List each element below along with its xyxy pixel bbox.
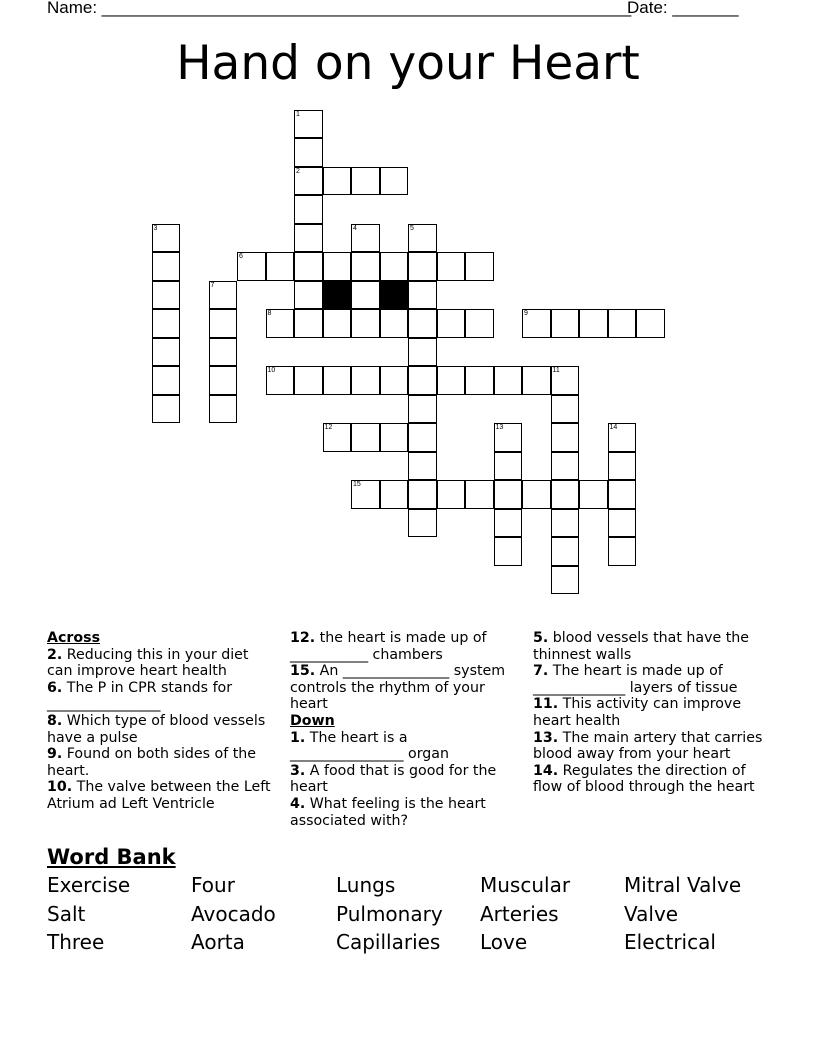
word-bank-item: Muscular [480, 873, 571, 897]
clue-down-11: 11. This activity can improve heart health [533, 696, 742, 729]
grid-cell[interactable] [237, 252, 266, 281]
grid-cell[interactable] [351, 309, 380, 338]
grid-cell[interactable] [551, 480, 580, 509]
word-bank-item: Exercise [47, 873, 131, 897]
clue-down-1: 1. The heart is a ________________ organ [290, 729, 449, 763]
grid-cell[interactable] [294, 167, 323, 196]
grid-cell[interactable] [323, 366, 352, 395]
grid-cell[interactable] [551, 395, 580, 424]
grid-cell[interactable] [351, 167, 380, 196]
grid-cell[interactable] [294, 195, 323, 224]
grid-cell[interactable] [294, 110, 323, 139]
grid-cell[interactable] [551, 566, 580, 595]
grid-cell[interactable] [266, 252, 295, 281]
grid-cell[interactable] [408, 338, 437, 367]
grid-cell[interactable] [351, 366, 380, 395]
word-bank-item: Arteries [480, 902, 559, 926]
clue-number: 12 [324, 424, 333, 431]
grid-cell[interactable] [152, 309, 181, 338]
clue-down-7: 7. The heart is made up of _____________ layers of tissue [533, 663, 738, 696]
grid-cell[interactable] [351, 224, 380, 253]
clue-number: 1 [296, 110, 300, 118]
black-cell [380, 281, 409, 310]
clue-down-14: 14. Regulates the direction of flow of blood through the heart [533, 762, 755, 796]
grid-cell[interactable] [380, 252, 409, 281]
grid-cell[interactable] [465, 366, 494, 395]
grid-cell[interactable] [323, 167, 352, 196]
grid-cell[interactable] [294, 252, 323, 281]
across-heading: Across [47, 630, 101, 646]
clues-column-2 [290, 630, 522, 829]
grid-cell[interactable] [551, 509, 580, 538]
grid-cell[interactable] [494, 509, 523, 538]
grid-cell[interactable] [494, 423, 523, 452]
clue-number: 2 [296, 167, 300, 175]
grid-cell[interactable] [408, 309, 437, 338]
grid-cell[interactable] [323, 309, 352, 338]
word-bank-item: Three [47, 930, 105, 954]
grid-cell[interactable] [551, 423, 580, 452]
clue-number: 13 [495, 424, 504, 431]
grid-cell[interactable] [608, 452, 637, 481]
word-bank-item: Avocado [191, 902, 276, 926]
grid-cell[interactable] [636, 309, 665, 338]
grid-cell[interactable] [408, 423, 437, 452]
grid-cell[interactable] [494, 480, 523, 509]
grid-cell[interactable] [209, 395, 238, 424]
word-bank-item: Pulmonary [336, 902, 443, 926]
grid-cell[interactable] [437, 366, 466, 395]
grid-cell[interactable] [266, 366, 295, 395]
clue-across-8: 8. Which type of blood vessels have a pulse [47, 712, 266, 746]
grid-cell[interactable] [351, 281, 380, 310]
grid-cell[interactable] [294, 138, 323, 167]
name-field[interactable]: Name: ________________________________________________________ [47, 0, 632, 17]
page-title: Hand on your Heart [176, 36, 640, 91]
clues-column-1 [47, 630, 275, 813]
grid-cell[interactable] [551, 452, 580, 481]
grid-cell[interactable] [152, 224, 181, 253]
grid-cell[interactable] [380, 167, 409, 196]
clue-across-6: 6. The P in CPR stands for ________________ [47, 679, 233, 713]
grid-cell[interactable] [380, 309, 409, 338]
grid-cell[interactable] [380, 423, 409, 452]
grid-cell[interactable] [551, 366, 580, 395]
grid-cell[interactable] [437, 480, 466, 509]
grid-cell[interactable] [266, 309, 295, 338]
grid-cell[interactable] [351, 480, 380, 509]
grid-cell[interactable] [408, 480, 437, 509]
date-field[interactable]: Date: _______ [627, 0, 739, 17]
word-bank-item: Valve [624, 902, 679, 926]
clue-down-13: 13. The main artery that carries blood away from your heart [533, 729, 763, 763]
grid-cell[interactable] [152, 281, 181, 310]
grid-cell[interactable] [408, 281, 437, 310]
clue-number: 7 [210, 281, 215, 289]
clue-number: 11 [552, 367, 560, 374]
clue-number: 6 [239, 253, 243, 260]
grid-cell[interactable] [608, 509, 637, 538]
grid-cell[interactable] [209, 309, 238, 338]
grid-cell[interactable] [494, 537, 523, 566]
grid-cell[interactable] [608, 537, 637, 566]
word-bank-item: Salt [47, 902, 86, 926]
grid-cell[interactable] [551, 309, 580, 338]
grid-cell[interactable] [608, 309, 637, 338]
clue-down-5: 5. blood vessels that have the thinnest walls [533, 630, 750, 663]
grid-cell[interactable] [608, 423, 637, 452]
black-cell [323, 281, 352, 310]
grid-cell[interactable] [351, 252, 380, 281]
clue-number: 3 [153, 224, 158, 232]
grid-cell[interactable] [522, 480, 551, 509]
clue-across-15: 15. An _______________ system controls the rhythm of your heart [290, 663, 506, 713]
grid-cell[interactable] [209, 366, 238, 395]
grid-cell[interactable] [522, 366, 551, 395]
grid-cell[interactable] [494, 366, 523, 395]
word-bank-item: Aorta [191, 930, 245, 954]
clue-number: 8 [267, 310, 272, 317]
word-bank-item: Lungs [336, 873, 396, 897]
clue-number: 10 [267, 367, 276, 374]
grid-cell[interactable] [551, 537, 580, 566]
grid-cell[interactable] [323, 423, 352, 452]
grid-cell[interactable] [408, 366, 437, 395]
grid-cell[interactable] [437, 252, 466, 281]
grid-cell[interactable] [294, 224, 323, 253]
grid-cell[interactable] [323, 252, 352, 281]
clue-across-2: 2. Reducing this in your diet can improve heart health [47, 646, 249, 680]
grid-cell[interactable] [522, 309, 551, 338]
grid-cell[interactable] [465, 252, 494, 281]
down-heading: Down [290, 712, 335, 729]
grid-cell[interactable] [465, 480, 494, 509]
grid-cell[interactable] [209, 281, 238, 310]
word-bank-item: Electrical [624, 930, 716, 954]
clues-column-3 [533, 630, 773, 796]
grid-cell[interactable] [408, 224, 437, 253]
clue-across-9: 9. Found on both sides of the heart. [47, 746, 256, 779]
clue-number: 15 [353, 481, 361, 488]
clue-number: 14 [609, 424, 618, 431]
grid-cell[interactable] [494, 452, 523, 481]
grid-cell[interactable] [152, 338, 181, 367]
clue-down-3: 3. A food that is good for the heart [290, 762, 497, 796]
grid-cell[interactable] [380, 366, 409, 395]
grid-cell[interactable] [408, 509, 437, 538]
grid-cell[interactable] [608, 480, 637, 509]
word-bank-title: Word Bank [47, 845, 176, 869]
grid-cell[interactable] [152, 252, 181, 281]
grid-cell[interactable] [408, 452, 437, 481]
clue-down-4: 4. What feeling is the heart associated with? [290, 795, 486, 829]
grid-cell[interactable] [209, 338, 238, 367]
clue-number: 4 [353, 224, 357, 232]
grid-cell[interactable] [380, 480, 409, 509]
grid-cell[interactable] [294, 366, 323, 395]
grid-cell[interactable] [351, 423, 380, 452]
grid-cell[interactable] [152, 395, 181, 424]
grid-cell[interactable] [294, 309, 323, 338]
grid-cell[interactable] [152, 366, 181, 395]
grid-cell[interactable] [579, 309, 608, 338]
grid-cell[interactable] [579, 480, 608, 509]
word-bank-item: Capillaries [336, 930, 441, 954]
grid-cell[interactable] [465, 309, 494, 338]
grid-cell[interactable] [294, 281, 323, 310]
clue-number: 9 [524, 310, 528, 317]
clue-across-12: 12. the heart is made up of ___________ chambers [290, 630, 487, 663]
grid-cell[interactable] [437, 309, 466, 338]
word-bank-item: Love [480, 930, 528, 954]
grid-cell[interactable] [408, 395, 437, 424]
word-bank-item: Mitral Valve [624, 873, 742, 897]
clue-number: 5 [410, 224, 414, 232]
clue-across-10: 10. The valve between the Left Atrium ad Left Ventricle [47, 779, 271, 812]
grid-cell[interactable] [408, 252, 437, 281]
word-bank-item: Four [191, 873, 235, 897]
